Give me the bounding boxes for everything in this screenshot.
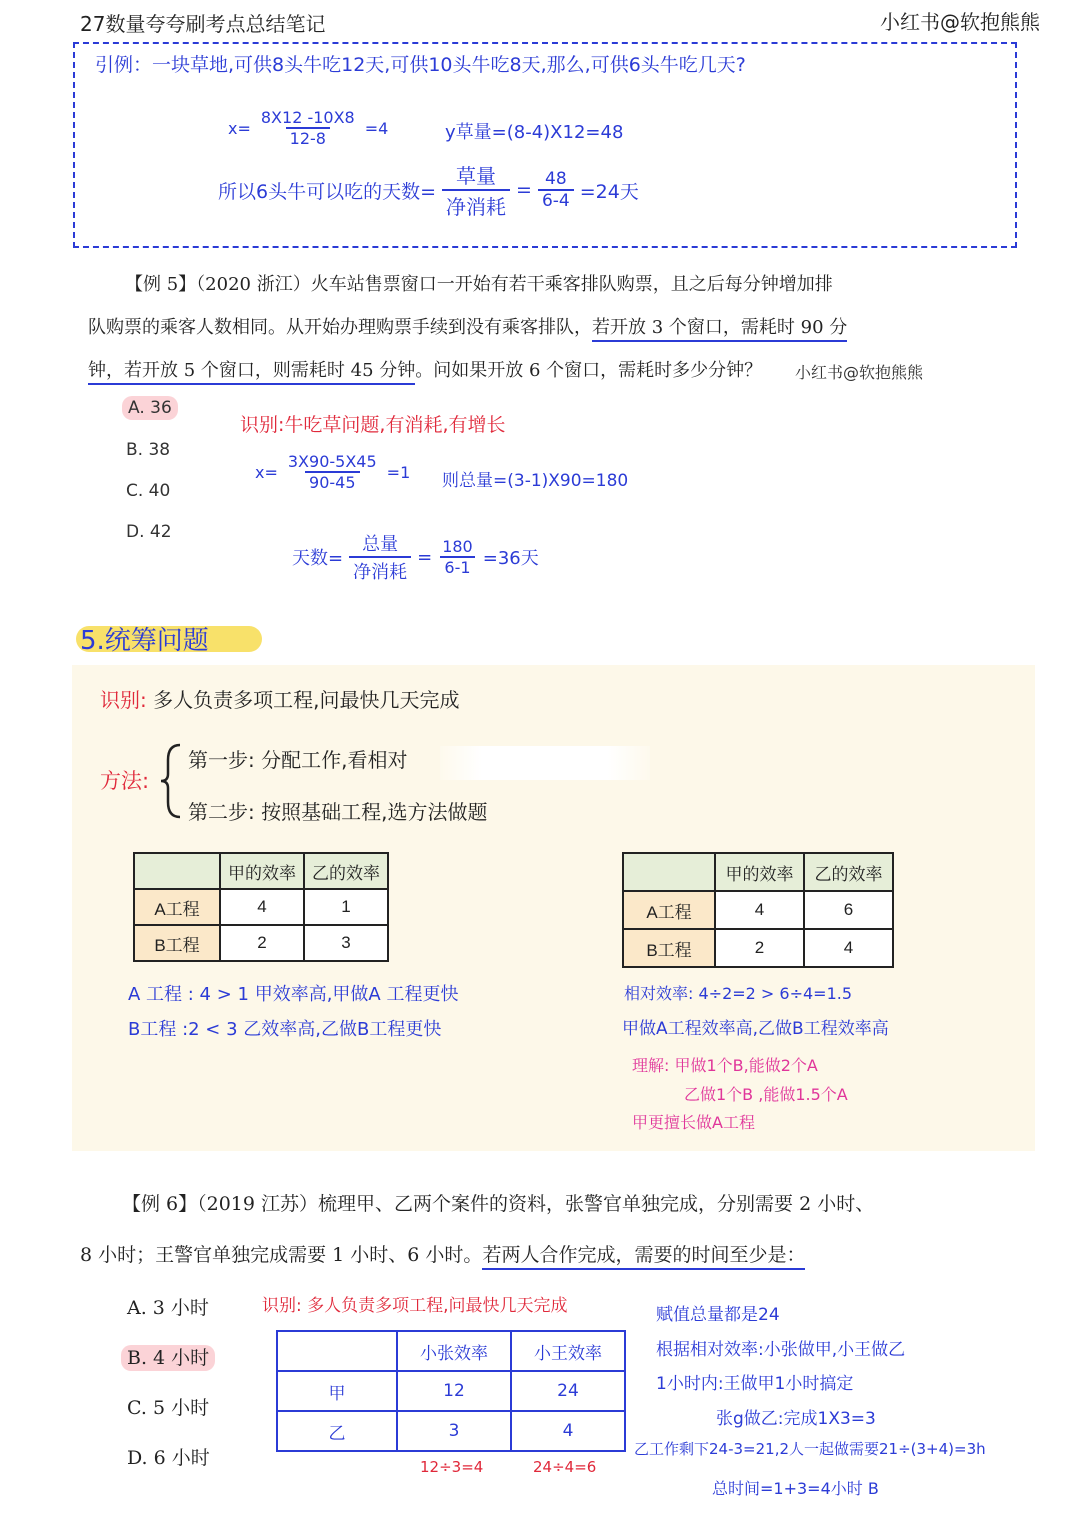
efficiency-table-1: [133, 852, 389, 962]
intro-x-fraction: [257, 108, 359, 148]
ex5-frac1-num: 总量: [362, 534, 399, 555]
ex6-option-d: D. 6 小时: [127, 1447, 210, 1469]
table1-cell: 4: [220, 889, 304, 925]
ex6-line2: [80, 1234, 805, 1277]
identify-label: 识别:: [100, 688, 147, 712]
ex6-identify: 识别: 多人负责多项工程,问最快几天完成: [262, 1296, 568, 1316]
understand-1: 理解: 甲做1个B,能做2个A: [632, 1056, 818, 1075]
note-left-2: B工程 :2 < 3 乙效率高,乙做B工程更快: [128, 1019, 442, 1040]
ex5-frac1: [349, 530, 411, 584]
ex5-option-d: D. 42: [126, 522, 172, 542]
ex5-result: =36天: [482, 548, 539, 569]
ex6-table-row-label: 甲: [277, 1371, 397, 1411]
intro-conclusion-label: 所以6头牛可以吃的天数=: [218, 180, 437, 203]
ex5-x-fraction: [284, 452, 381, 492]
ex6-table-cell: 24: [511, 1371, 625, 1411]
blurred-text: [440, 746, 650, 780]
understand-2: 乙做1个B ,能做1.5个A: [684, 1085, 848, 1104]
intro-frac1-num: 草量: [456, 164, 497, 188]
understand-3: 甲更擅长做A工程: [632, 1113, 755, 1132]
intro-y-equation: y草量=(8-4)X12=48: [445, 122, 624, 143]
ex6-below-2: 24÷4=6: [533, 1458, 597, 1476]
ex5-days-formula: [292, 530, 539, 584]
method-step1: 第一步: 分配工作,看相对: [188, 748, 408, 772]
table2-cell: 4: [804, 929, 893, 967]
ex5-option-a: A. 36: [122, 398, 178, 418]
intro-question: 引例：一块草地,可供8头牛吃12天,可供10头牛吃8天,那么,可供6头牛吃几天?: [95, 54, 746, 76]
section-title: 5.统筹问题: [80, 626, 209, 656]
ex6-option-a: A. 3 小时: [127, 1297, 209, 1319]
table1-corner: [134, 853, 220, 889]
ex6-table-header: 小王效率: [511, 1331, 625, 1371]
ex5-x-result: =1: [386, 462, 411, 482]
notes-title: 27数量夸夸刷考点总结笔记: [80, 12, 326, 36]
intro-x-num: 8X12 -10X8: [260, 108, 355, 127]
ex5-eq1: =: [417, 546, 433, 568]
ex6-below-1: 12÷3=4: [420, 1458, 484, 1476]
intro-conclusion: [218, 160, 639, 220]
table2-header: 乙的效率: [804, 853, 893, 891]
ex6-table-cell: 12: [397, 1371, 511, 1411]
ex5-x-num: 3X90-5X45: [287, 452, 377, 471]
ex5-x-den: 90-45: [305, 471, 360, 492]
ex5-line3: [88, 349, 762, 392]
intro-x-formula: [228, 108, 388, 148]
identify-row: [100, 684, 459, 713]
intro-frac2-den: 6-4: [538, 189, 574, 211]
table1-cell: 3: [304, 925, 388, 961]
table2-corner: [623, 853, 715, 891]
ex6-solution-5: 乙工作剩下24-3=21,2人一起做需要21÷(3+4)=3h: [634, 1440, 986, 1458]
ex5-frac2: [438, 537, 477, 577]
watermark: 小红书@软抱熊熊: [880, 10, 1040, 34]
ex6-option-b: B. 4 小时: [121, 1343, 215, 1370]
table1-row-label: A工程: [134, 889, 220, 925]
ex6-solution-6: 总时间=1+3=4小时 B: [712, 1479, 879, 1498]
ex6-line1: 【例 6】（2019 江苏）梳理甲、乙两个案件的资料，张警官单独完成，分别需要 2 小时、: [122, 1193, 875, 1215]
table2-row-label: B工程: [623, 929, 715, 967]
table2-header: 甲的效率: [715, 853, 804, 891]
ex5-frac1-den: 净消耗: [349, 556, 411, 584]
ex5-watermark: 小红书@软抱熊熊: [795, 363, 924, 382]
table2-cell: 2: [715, 929, 804, 967]
intro-x-den: 12-8: [286, 127, 330, 148]
intro-frac2-num: 48: [545, 169, 567, 189]
ex5-frac2-den: 6-1: [440, 556, 474, 577]
ex5-line2: [88, 306, 847, 349]
ex6-solution-3: 1小时内:王做甲1小时搞定: [656, 1374, 854, 1394]
ex6-option-c: C. 5 小时: [127, 1397, 210, 1419]
ex5-days-label: 天数=: [292, 548, 344, 569]
note-left-1: A 工程 : 4 > 1 甲效率高,甲做A 工程更快: [128, 984, 459, 1005]
ex6-table-header: 小张效率: [397, 1331, 511, 1371]
ex5-option-c: C. 40: [126, 481, 171, 501]
method-step2: 第二步: 按照基础工程,选方法做题: [188, 800, 488, 824]
ex6-line2a: 8 小时；王警官单独完成需要 1 小时、6 小时。: [80, 1244, 483, 1266]
ex5-line2a: 队购票的乘客人数相同。从开始办理购票手续到没有乘客排队，: [88, 317, 592, 338]
ex6-solution-1: 赋值总量都是24: [656, 1305, 780, 1325]
table1-cell: 1: [304, 889, 388, 925]
table2-cell: 6: [804, 891, 893, 929]
ex6-solution-2: 根据相对效率:小张做甲,小王做乙: [656, 1340, 906, 1360]
ex5-total-equation: 则总量=(3-1)X90=180: [442, 471, 629, 491]
efficiency-table-2: [622, 852, 894, 968]
ex6-table-row-label: 乙: [277, 1411, 397, 1451]
identify-text: 多人负责多项工程,问最快几天完成: [153, 688, 460, 712]
method-label: 方法:: [100, 769, 150, 793]
table2-row-label: A工程: [623, 891, 715, 929]
table2-cell: 4: [715, 891, 804, 929]
ex5-x-formula: [255, 452, 410, 492]
note-right-1: 相对效率: 4÷2=2 > 6÷4=1.5: [624, 984, 853, 1003]
ex6-table-corner: [277, 1331, 397, 1371]
ex5-identify: 识别:牛吃草问题,有消耗,有增长: [240, 414, 506, 436]
intro-frac1: [442, 160, 510, 220]
ex5-line2b: 若开放 3 个窗口，需耗时 90 分: [592, 317, 847, 342]
intro-eq1: =: [516, 179, 532, 201]
intro-result: =24天: [579, 180, 639, 203]
table1-row-label: B工程: [134, 925, 220, 961]
ex6-table-cell: 4: [511, 1411, 625, 1451]
ex6-table-cell: 3: [397, 1411, 511, 1451]
ex5-line1: 【例 5】（2020 浙江）火车站售票窗口一开始有若干乘客排队购票，且之后每分钟增加排: [125, 274, 833, 295]
intro-x-result: =4: [364, 118, 389, 138]
note-right-2: 甲做A工程效率高,乙做B工程效率高: [622, 1019, 889, 1039]
ex6-solution-4: 张g做乙:完成1X3=3: [716, 1409, 876, 1429]
ex5-frac2-num: 180: [442, 537, 473, 556]
method-brace: [158, 742, 184, 820]
table1-header: 甲的效率: [220, 853, 304, 889]
ex6-efficiency-table: [276, 1330, 626, 1452]
table1-header: 乙的效率: [304, 853, 388, 889]
ex5-x-label: x=: [255, 462, 278, 482]
intro-frac1-den: 净消耗: [442, 189, 510, 220]
intro-x-label: x=: [228, 118, 251, 138]
ex6-line2b: 若两人合作完成，需要的时间至少是：: [482, 1244, 805, 1270]
ex5-line3b: 。问如果开放 6 个窗口，需耗时多少分钟？: [415, 360, 763, 381]
table1-cell: 2: [220, 925, 304, 961]
intro-frac2: [538, 169, 574, 211]
ex5-option-b: B. 38: [126, 440, 171, 460]
ex5-line3a: 钟，若开放 5 个窗口，则需耗时 45 分钟: [88, 360, 415, 385]
